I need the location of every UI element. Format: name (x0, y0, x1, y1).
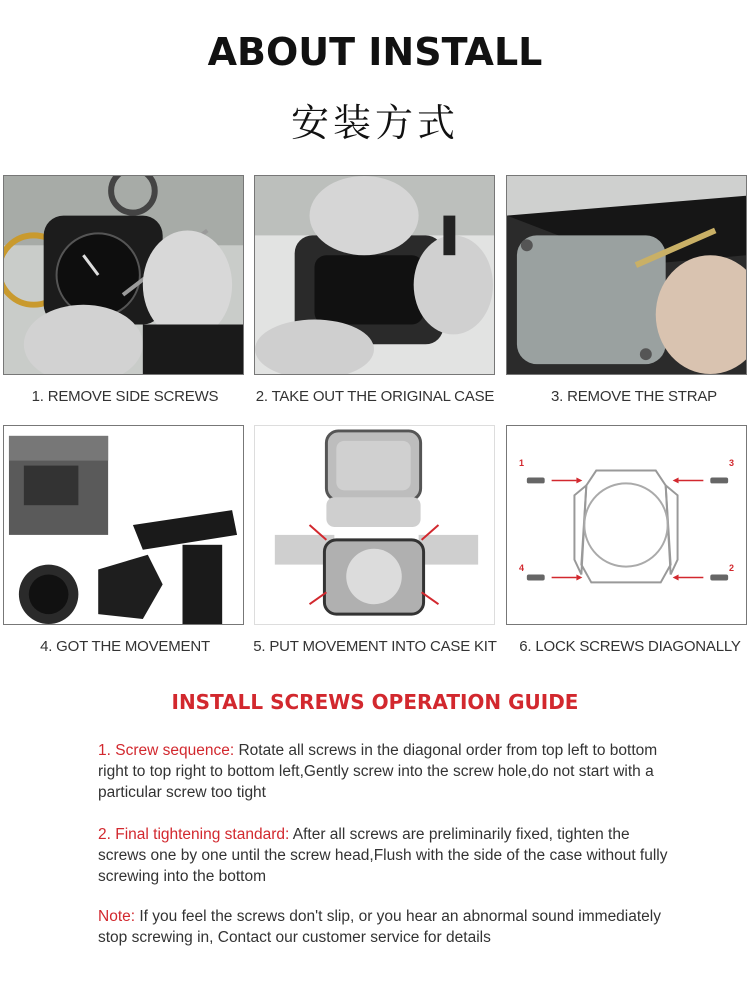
page-title: ABOUT INSTALL (207, 30, 543, 74)
guide-item-text: Rotate all screws in the diagonal order from top left to bottom right to top right to bottom left,Gently screw into the screw hole,do not start with a particular screw too tight (98, 742, 658, 801)
remove-strap-photo (506, 175, 747, 375)
step-caption: 6. LOCK SCREWS DIAGONALLY (519, 638, 741, 655)
guide-item-lead: 2. Final tightening standard: (98, 826, 290, 843)
guide-item-final-tightening (98, 824, 673, 887)
guide-item-note (98, 906, 673, 948)
screw-label: 3 (729, 458, 735, 468)
guide-item-text: After all screws are preliminarily fixed, tighten the screws one by one until the screw head,Flush with the side of the case without fully screwing into the bottom (98, 826, 668, 885)
guide-item-screw-sequence (98, 740, 673, 803)
screw-order-diagram (506, 425, 747, 625)
take-out-case-photo (254, 175, 495, 375)
step-caption: 2. TAKE OUT THE ORIGINAL CASE (255, 388, 495, 405)
page-subtitle: 安装方式 (290, 101, 459, 145)
guide-title: INSTALL SCREWS OPERATION GUIDE (171, 690, 579, 714)
step-caption: 5. PUT MOVEMENT INTO CASE KIT (253, 638, 497, 655)
step-caption: 1. REMOVE SIDE SCREWS (31, 388, 219, 405)
screw-label: 2 (729, 563, 735, 573)
screw-label: 4 (519, 563, 525, 573)
case-kit-diagram (254, 425, 495, 625)
step-caption: 3. REMOVE THE STRAP (551, 388, 717, 405)
movement-photo (3, 425, 244, 625)
guide-item-lead: 1. Screw sequence: (98, 742, 235, 759)
guide-item-text: If you feel the screws don't slip, or you hear an abnormal sound immediately stop screwing in, Contact our customer service for details (98, 908, 661, 946)
remove-side-screws-photo (3, 175, 244, 375)
step-caption: 4. GOT THE MOVEMENT (40, 638, 210, 655)
screw-label: 1 (519, 458, 525, 468)
guide-item-lead: Note: (98, 908, 136, 925)
